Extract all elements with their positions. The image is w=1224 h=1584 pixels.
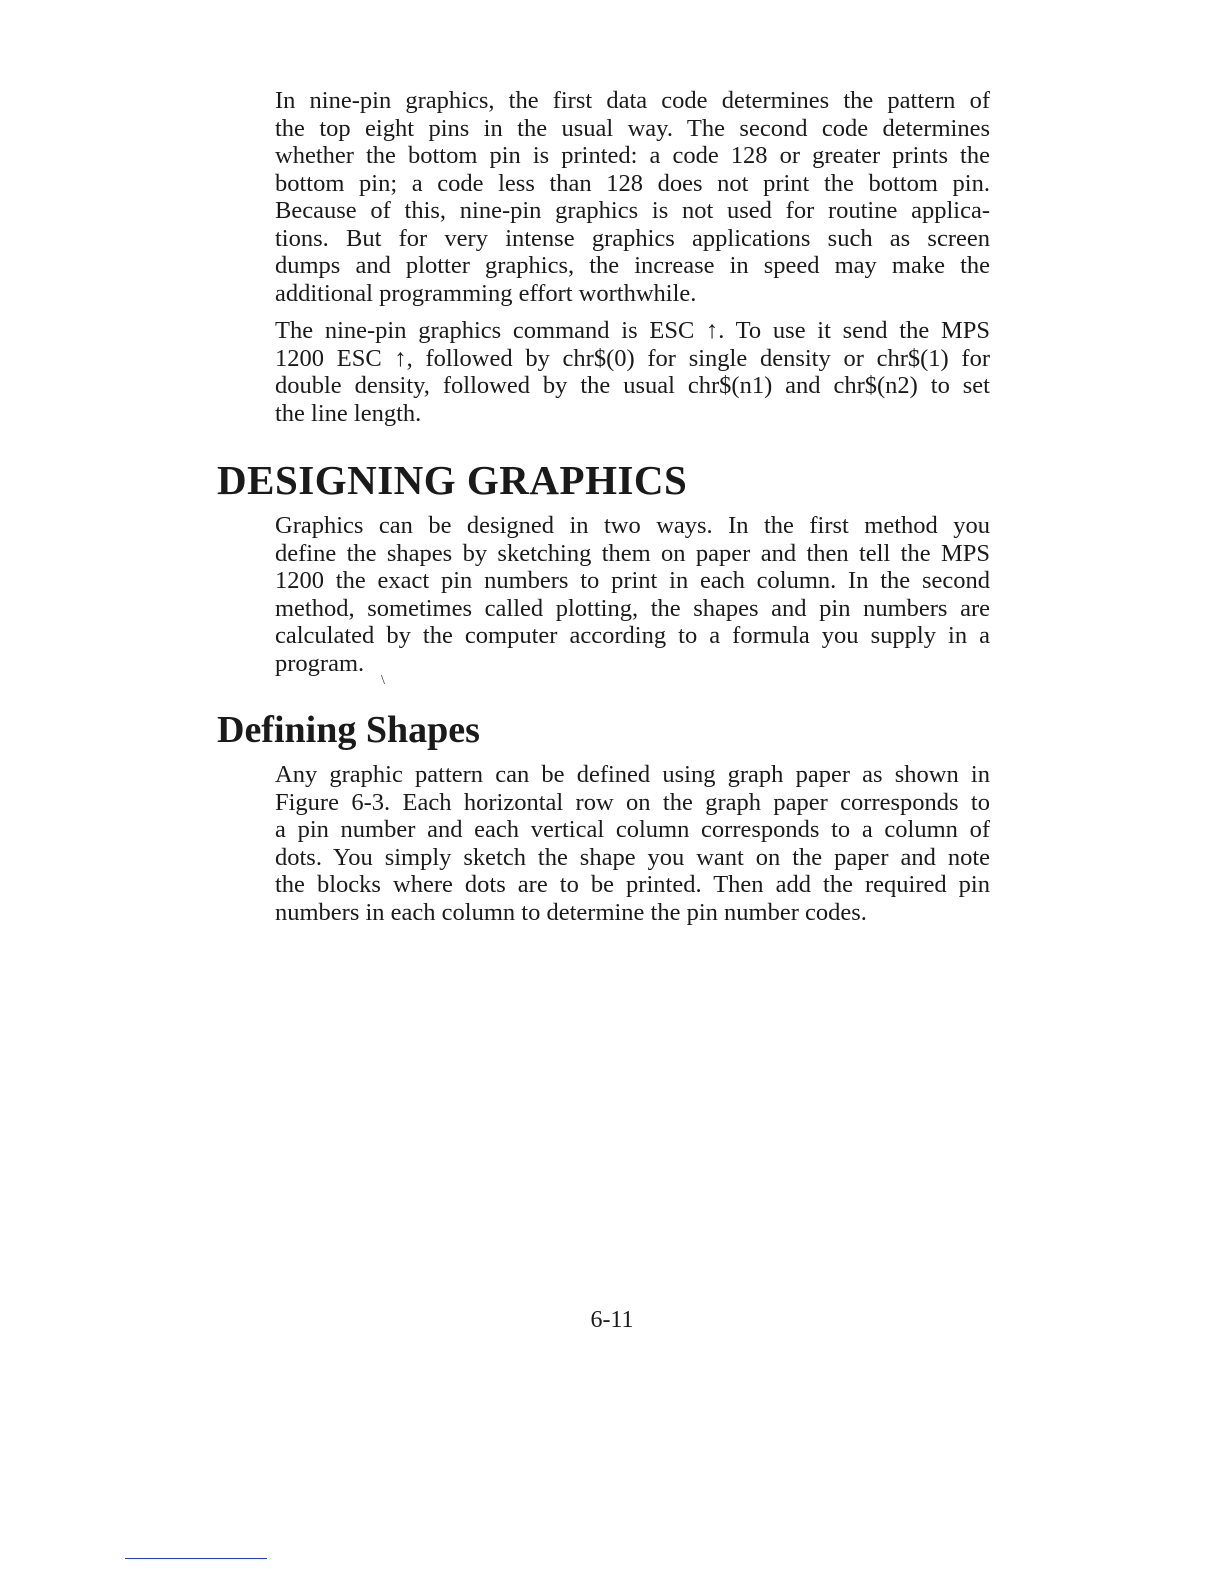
text-line: double density, followed by the usual chr$(n1) and chr$(n2) to set xyxy=(275,372,990,399)
text-line: numbers in each column to determine the pin number codes. xyxy=(275,898,867,926)
text-line: the blocks where dots are to be printed. Then add the required pin xyxy=(275,871,990,898)
paragraph-nine-pin-codes xyxy=(275,87,990,307)
text-line: dumps and plotter graphics, the increase in speed may make the xyxy=(275,252,990,279)
paragraph-defining-shapes xyxy=(275,761,990,926)
heading-designing-graphics: DESIGNING GRAPHICS xyxy=(217,457,688,503)
text-line: whether the bottom pin is printed: a code 128 or greater prints the xyxy=(275,142,990,169)
text-line: Any graphic pattern can be defined using graph paper as shown in xyxy=(275,761,990,788)
text-line: 1200 ESC ↑, followed by chr$(0) for single density or chr$(1) for xyxy=(275,344,990,372)
text-line: method, sometimes called plotting, the shapes and pin numbers are xyxy=(275,594,990,622)
text-line: Graphics can be designed in two ways. In the first method you xyxy=(275,512,990,539)
text-line: the top eight pins in the usual way. The second code determines xyxy=(275,114,990,142)
stray-mark: \ xyxy=(381,673,385,688)
heading-defining-shapes: Defining Shapes xyxy=(217,709,480,751)
paragraph-designing-graphics xyxy=(275,512,990,677)
text-line: 1200 the exact pin numbers to print in each column. In the second xyxy=(275,567,990,594)
text-line: a pin number and each vertical column corresponds to a column of xyxy=(275,816,990,843)
text-line: additional programming effort worthwhile. xyxy=(275,279,697,307)
text-line: Because of this, nine-pin graphics is not used for routine applica- xyxy=(275,197,990,224)
paragraph-nine-pin-command xyxy=(275,317,990,427)
text-line: The nine-pin graphics command is ESC ↑. To use it send the MPS xyxy=(275,317,990,344)
text-line: dots. You simply sketch the shape you want on the paper and note xyxy=(275,843,990,871)
page-number: 6-11 xyxy=(590,1307,634,1333)
text-line: tions. But for very intense graphics applications such as screen xyxy=(275,224,990,252)
text-line: calculated by the computer according to a formula you supply in a xyxy=(275,622,990,649)
scan-edge-rule xyxy=(125,1558,267,1559)
text-line: define the shapes by sketching them on paper and then tell the MPS xyxy=(275,539,990,567)
text-line: program. xyxy=(275,649,365,677)
text-line: Figure 6-3. Each horizontal row on the graph paper corresponds to xyxy=(275,788,990,816)
text-line: In nine-pin graphics, the first data code determines the pattern of xyxy=(275,87,990,114)
text-line: bottom pin; a code less than 128 does not print the bottom pin. xyxy=(275,169,990,197)
text-line: the line length. xyxy=(275,399,422,427)
